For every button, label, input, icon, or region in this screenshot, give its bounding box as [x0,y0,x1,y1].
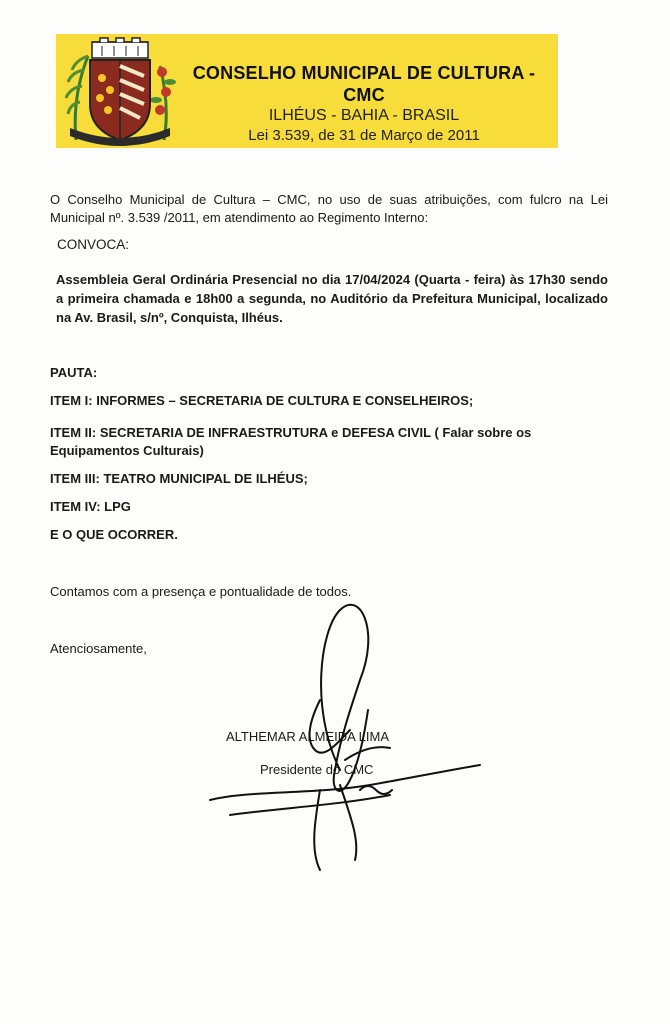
signatory-role: Presidente do CMC [260,762,374,777]
coat-of-arms-icon [62,36,178,146]
intro-paragraph: O Conselho Municipal de Cultura – CMC, no uso de suas atribuições, com fulcro na Lei Municipal nº. 3.539 /2011, em atendimento ao Regimento Interno: [50,192,608,225]
assembly-paragraph: Assembleia Geral Ordinária Presencial no dia 17/04/2024 (Quarta - feira) às 17h30 sendo a primeira chamada e 18h00 a segunda, no Auditório da Prefeitura Municipal, localizado na Av. Brasil, s/nº, Conquista, Ilhéus. [56,272,608,325]
council-location: ILHÉUS - BAHIA - BRASIL [268,107,460,124]
agenda-label: PAUTA: [50,365,98,380]
council-law: Lei 3.539, de 31 de Março de 2011 [248,127,480,144]
handwritten-signature-icon [190,590,490,880]
letterhead-text [178,62,550,146]
convoca-label: CONVOCA: [57,237,130,252]
signatory-name: ALTHEMAR ALMEIDA LIMA [226,729,390,744]
agenda-item-3: ITEM III: TEATRO MUNICIPAL DE ILHÉUS; [50,471,308,486]
council-title: CONSELHO MUNICIPAL DE CULTURA - CMC [192,63,536,105]
closing-line: Contamos com a presença e pontualidade de todos. [50,584,352,599]
agenda-item-5: E O QUE OCORRER. [50,527,178,542]
agenda-item-1: ITEM I: INFORMES – SECRETARIA DE CULTURA E CONSELHEIROS; [50,393,474,408]
agenda-item-2: ITEM II: SECRETARIA DE INFRAESTRUTURA e DEFESA CIVIL ( Falar sobre os Equipamentos Culturais) [50,425,532,458]
letterhead [56,34,558,148]
regards-line: Atenciosamente, [50,641,147,656]
agenda-item-4: ITEM IV: LPG [50,499,131,514]
